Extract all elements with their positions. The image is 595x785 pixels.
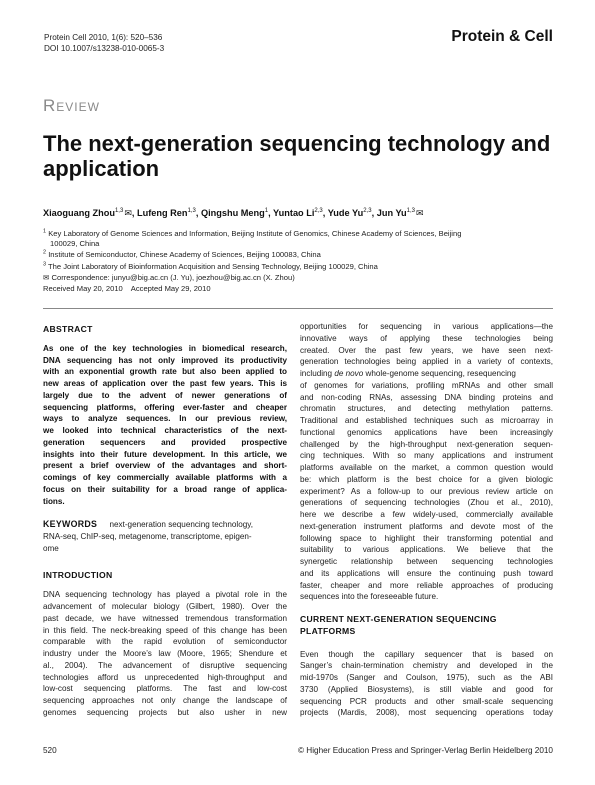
text-line: challenged by the high-throughput next-generation sequen- [300, 439, 553, 449]
author-affiliation-sup: 1,3 [406, 207, 416, 214]
right-column [300, 321, 553, 719]
author-name: Lufeng Ren [136, 208, 188, 218]
section-heading-line: PLATFORMS [300, 625, 356, 636]
keywords [43, 519, 287, 554]
section-heading [300, 614, 553, 638]
affiliation-1 [43, 229, 553, 249]
text-line: innovative ways of applying these technologies being [300, 333, 553, 343]
text-line: As one of the key technologies in biomedical research, [43, 343, 287, 353]
article-title: The next-generation sequencing technology and application [43, 131, 551, 181]
right-column-body [300, 321, 553, 368]
text-line: advancement of molecular biology (Gilbert, 1980). Over the [43, 602, 287, 611]
text-line: focus on their suitability for a broad range of applica- [43, 484, 287, 494]
page-number: 520 [43, 746, 57, 755]
author-name: Xiaoguang Zhou [43, 208, 115, 218]
text-line: we looked into technical characteristics of the next- [43, 426, 287, 435]
text-line: Sanger’s chain-termination chemistry and developed in the [300, 661, 553, 671]
text-line: faster, cheaper and more reliable approaches of producing [300, 580, 553, 590]
text-line: technologies afford us unprecedented high-throughput and [43, 672, 287, 682]
author-name: Yude Yu [327, 208, 364, 218]
keywords-line: RNA-seq, ChIP-seq, metagenome, transcriptome, epigen- [43, 532, 252, 541]
received-accepted-dates: Received May 20, 2010 Accepted May 29, 2010 [43, 284, 211, 293]
text-line: chromatin structures, and detecting methylation patterns. [300, 404, 553, 414]
text-line: comings of key commercially available platforms with a [43, 473, 287, 482]
text-line: DNA sequencing technology has played a pivotal role in the [43, 590, 287, 600]
text-line: sequencing platforms, offering ever-faster and cheaper [43, 402, 287, 412]
text-line: projects (Mardis, 2008), most sequencing operations today [300, 708, 553, 718]
author-separator: , [195, 208, 201, 218]
author-affiliation-sup: 1,3 [114, 207, 124, 214]
section-heading-line: CURRENT NEXT-GENERATION SEQUENCING [300, 614, 497, 624]
text-line: sequencing approaches not only change the landscape of [43, 696, 287, 705]
envelope-icon: ✉ [43, 273, 50, 282]
abstract-heading: ABSTRACT [43, 324, 93, 334]
author-name: Jun Yu [376, 208, 407, 218]
author-separator: , [268, 208, 274, 218]
text-line: here we describe a few widely-used, commercially available [300, 510, 553, 519]
text-line: generations of sequencing technologies (Zhou et al., 2010), [300, 498, 553, 508]
text-line: and its applications will ensure the continuing push toward [300, 568, 553, 578]
envelope-icon: ✉ [416, 208, 424, 218]
text-line: experiment? As a follow-up to our previous review article on [300, 486, 553, 496]
journal-brand: Protein & Cell [451, 28, 553, 45]
introduction-body [43, 589, 287, 718]
author-separator: , [322, 208, 328, 218]
section-body [300, 649, 553, 720]
header-divider [43, 308, 553, 309]
text-line: tions. [43, 496, 65, 506]
text-line: past decade, we have witnessed tremendous transformation [43, 613, 287, 623]
text-line: next-generation instrument platforms and devote most of the [300, 521, 553, 531]
affiliation-number: 1 [43, 228, 47, 235]
text-line: in this field. The neck-breaking speed of this change has been [43, 625, 287, 635]
author-affiliation-sup: 2,3 [314, 207, 323, 214]
text-line: sequencing PCR products and other small-scale sequencing [300, 696, 553, 706]
left-column [43, 324, 287, 719]
text-line: 3730 (Applied Biosystems), is still viable and good for [300, 684, 553, 694]
journal-doi: DOI 10.1007/s13238-010-0065-3 [44, 43, 165, 53]
author-affiliation-sup: 1,3 [187, 207, 196, 214]
text-line: synergetic relationship between sequencing technologies [300, 557, 553, 566]
text-line: industry under the Moore’s law (Moore, 1965; Shendure et [43, 649, 287, 658]
affiliation-2 [43, 250, 553, 260]
text-line: cing techniques. With so many applications and instrument [300, 451, 553, 461]
text-line: comparable with the rapid evolution of semiconductor [43, 637, 287, 647]
author-name: Yuntao Li [273, 208, 315, 218]
introduction-heading: INTRODUCTION [43, 569, 113, 580]
affiliation-3 [43, 262, 553, 272]
text-line [300, 368, 553, 380]
correspondence-text: Correspondence: junyu@big.ac.cn (J. Yu), joezhou@big.ac.cn (X. Zhou) [51, 273, 295, 282]
keywords-line: next-generation sequencing technology, [109, 520, 253, 530]
text-line: generation sequencers and provided prospective [43, 437, 287, 447]
italic-term: de novo [334, 369, 364, 378]
text-line: al., 2004). The advancement of disruptive sequencing [43, 660, 287, 670]
text-line: functional genomics applications have been increasingly [300, 427, 553, 437]
author-separator: , [371, 208, 377, 218]
author-affiliation-sup: 2,3 [363, 207, 372, 214]
text-line: new areas of application over the past few years. This is [43, 379, 287, 388]
affiliation-text: Key Laboratory of Genome Sciences and Information, Beijing Institute of Genomics, Chinese Academy of Sciences, Beijing [48, 229, 462, 238]
text-line: generation technologies being applied in a variety of contexts, [300, 357, 553, 367]
text-line: mid-1970s (Sanger and Coulson, 1975), such as the ABI [300, 673, 553, 682]
text-line: ways to analyze sequences. In our previous review, [43, 414, 287, 424]
text-line: of genomes for variations, profiling mRNAs and other small [300, 380, 553, 390]
journal-issue: Protein Cell 2010, 1(6): 520–536 [44, 33, 163, 42]
text-line: platforms available on the market, a common question would [300, 463, 553, 472]
text-line: present a brief overview of the advantages and short- [43, 461, 287, 471]
text-line: DNA sequencing has not only improved its productivity [43, 355, 287, 365]
text-line: genomes sequencing projects but also usher in new [43, 707, 287, 717]
text-line: opportunities for sequencing in various applications—the [300, 322, 553, 331]
abstract-body [43, 343, 287, 508]
envelope-icon: ✉ [124, 208, 132, 218]
right-column-body-cont [300, 380, 553, 603]
text-line: sequences into the foreseeable future. [300, 592, 439, 602]
keywords-label: KEYWORDS [43, 519, 98, 530]
affiliation-text-cont: 100029, China [50, 239, 100, 248]
affiliation-text: The Joint Laboratory of Bioinformation Acquisition and Sensing Technology, Beijing 100029, China [48, 262, 378, 271]
article-type: Review [43, 96, 100, 115]
correspondence [43, 273, 553, 283]
affiliation-text: Institute of Semiconductor, Chinese Academy of Sciences, Beijing 100083, China [48, 250, 321, 259]
author-affiliation-sup: 1 [264, 207, 269, 214]
text-line: with an exponential growth rate but also been applied to [43, 367, 287, 377]
author-separator: , [131, 208, 137, 218]
affiliation-number: 2 [43, 249, 47, 256]
text-line: insights into their future development. In this article, we [43, 449, 287, 459]
text-line: suitability to various applications. We believe that the [300, 545, 553, 555]
author-name: Qingshu Meng [200, 208, 265, 218]
text-line: created. Over the past few years, we have seen next- [300, 345, 553, 355]
affiliation-number: 3 [43, 261, 47, 268]
keywords-line: ome [43, 543, 59, 553]
text-line: be: which platform is the best choice for a given biologic [300, 474, 553, 484]
text-line: low-cost sequencing platforms. The fast and low-cost [43, 684, 287, 694]
text-line: Traditional and established techniques such as microarray in [300, 416, 553, 425]
text-line: largely due to the advent of newer generations of [43, 390, 287, 400]
journal-citation [44, 33, 164, 54]
text-line: following space to highlight their transforming potential and [300, 533, 553, 543]
text-line: Even though the capillary sequencer that is based on [300, 649, 553, 659]
author-list [43, 208, 424, 219]
text-fragment: whole-genome sequencing, resequencing [363, 369, 516, 378]
text-line: and non-coding RNAs, assessing DNA binding proteins and [300, 392, 553, 402]
copyright-notice: © Higher Education Press and Springer-Verlag Berlin Heidelberg 2010 [298, 746, 553, 755]
text-fragment: including [300, 369, 335, 378]
